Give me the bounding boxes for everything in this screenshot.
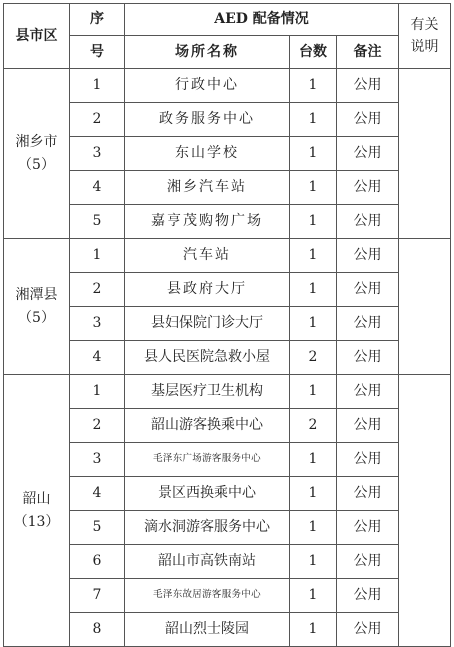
table-row xyxy=(4,205,451,239)
seq-cell: 4 xyxy=(70,341,125,375)
table-row xyxy=(4,613,451,647)
count-cell: 1 xyxy=(290,273,337,307)
county-name: 韶山 xyxy=(22,491,51,508)
county-name: 湘潭县 xyxy=(15,287,58,304)
seq-cell: 4 xyxy=(70,171,125,205)
remark-header-line1: 有关 xyxy=(410,16,439,33)
site-cell: 滴水洞游客服务中心 xyxy=(125,511,290,545)
remark-header xyxy=(399,4,451,69)
count-cell: 1 xyxy=(290,545,337,579)
note-cell: 公用 xyxy=(337,375,399,409)
note-cell: 公用 xyxy=(337,341,399,375)
county-cell xyxy=(4,375,70,647)
count-cell: 1 xyxy=(290,579,337,613)
seq-cell: 3 xyxy=(70,307,125,341)
seq-cell: 3 xyxy=(70,443,125,477)
site-cell: 行政中心 xyxy=(125,69,290,103)
count-cell: 1 xyxy=(290,69,337,103)
count-cell: 1 xyxy=(290,375,337,409)
note-cell: 公用 xyxy=(337,511,399,545)
table-row xyxy=(4,307,451,341)
seq-cell: 2 xyxy=(70,273,125,307)
site-cell: 韶山烈士陵园 xyxy=(125,613,290,647)
seq-cell: 4 xyxy=(70,477,125,511)
site-cell: 毛泽东广场游客服务中心 xyxy=(125,443,290,477)
table-row xyxy=(4,103,451,137)
table-row xyxy=(4,273,451,307)
count-cell: 1 xyxy=(290,511,337,545)
table-row xyxy=(4,69,451,103)
county-total: （5） xyxy=(18,309,55,326)
site-cell: 县政府大厅 xyxy=(125,273,290,307)
count-cell: 2 xyxy=(290,409,337,443)
count-cell: 1 xyxy=(290,103,337,137)
seq-cell: 1 xyxy=(70,375,125,409)
site-cell: 东山学校 xyxy=(125,137,290,171)
site-cell: 韶山游客换乘中心 xyxy=(125,409,290,443)
seq-header-bottom: 号 xyxy=(70,36,125,69)
site-cell: 县人民医院急救小屋 xyxy=(125,341,290,375)
count-cell: 1 xyxy=(290,171,337,205)
seq-cell: 2 xyxy=(70,103,125,137)
note-header: 备注 xyxy=(337,36,399,69)
seq-header-top: 序 xyxy=(70,4,125,36)
count-cell: 1 xyxy=(290,239,337,273)
note-cell: 公用 xyxy=(337,137,399,171)
seq-cell: 5 xyxy=(70,511,125,545)
table-row xyxy=(4,545,451,579)
note-cell: 公用 xyxy=(337,239,399,273)
note-cell: 公用 xyxy=(337,273,399,307)
county-total: （5） xyxy=(18,156,55,173)
seq-cell: 6 xyxy=(70,545,125,579)
site-cell: 毛泽东故居游客服务中心 xyxy=(125,579,290,613)
site-cell: 政务服务中心 xyxy=(125,103,290,137)
seq-cell: 1 xyxy=(70,239,125,273)
note-cell: 公用 xyxy=(337,613,399,647)
county-cell xyxy=(4,239,70,375)
aed-table xyxy=(3,3,451,647)
note-cell: 公用 xyxy=(337,545,399,579)
site-header: 场所名称 xyxy=(125,36,290,69)
site-cell: 汽车站 xyxy=(125,239,290,273)
header-row-top xyxy=(4,4,451,36)
count-header: 台数 xyxy=(290,36,337,69)
count-cell: 1 xyxy=(290,477,337,511)
count-cell: 1 xyxy=(290,137,337,171)
site-cell: 景区西换乘中心 xyxy=(125,477,290,511)
count-cell: 1 xyxy=(290,307,337,341)
site-cell: 湘乡汽车站 xyxy=(125,171,290,205)
table-row xyxy=(4,239,451,273)
note-cell: 公用 xyxy=(337,69,399,103)
header-row-bottom xyxy=(4,36,451,69)
note-cell: 公用 xyxy=(337,477,399,511)
table-row xyxy=(4,409,451,443)
remark-cell xyxy=(399,239,451,375)
count-cell: 1 xyxy=(290,613,337,647)
seq-cell: 2 xyxy=(70,409,125,443)
note-cell: 公用 xyxy=(337,579,399,613)
county-header: 县市区 xyxy=(4,4,70,69)
aed-header: AED 配备情况 xyxy=(125,4,399,36)
table-row xyxy=(4,511,451,545)
remark-cell xyxy=(399,69,451,239)
table-row xyxy=(4,171,451,205)
count-cell: 1 xyxy=(290,443,337,477)
table-row xyxy=(4,443,451,477)
note-cell: 公用 xyxy=(337,171,399,205)
county-cell xyxy=(4,69,70,239)
seq-cell: 5 xyxy=(70,205,125,239)
seq-cell: 1 xyxy=(70,69,125,103)
seq-cell: 7 xyxy=(70,579,125,613)
remark-header-line2: 说明 xyxy=(410,39,439,55)
site-cell: 基层医疗卫生机构 xyxy=(125,375,290,409)
county-total: （13） xyxy=(13,513,60,530)
count-cell: 2 xyxy=(290,341,337,375)
note-cell: 公用 xyxy=(337,307,399,341)
site-cell: 县妇保院门诊大厅 xyxy=(125,307,290,341)
seq-cell: 8 xyxy=(70,613,125,647)
table-row xyxy=(4,375,451,409)
table-row xyxy=(4,341,451,375)
count-cell: 1 xyxy=(290,205,337,239)
note-cell: 公用 xyxy=(337,443,399,477)
seq-cell: 3 xyxy=(70,137,125,171)
note-cell: 公用 xyxy=(337,205,399,239)
table-row xyxy=(4,579,451,613)
note-cell: 公用 xyxy=(337,409,399,443)
note-cell: 公用 xyxy=(337,103,399,137)
site-cell: 嘉亨茂购物广场 xyxy=(125,205,290,239)
remark-cell xyxy=(399,375,451,647)
table-row xyxy=(4,477,451,511)
site-cell: 韶山市高铁南站 xyxy=(125,545,290,579)
county-name: 湘乡市 xyxy=(15,134,58,151)
table-row xyxy=(4,137,451,171)
